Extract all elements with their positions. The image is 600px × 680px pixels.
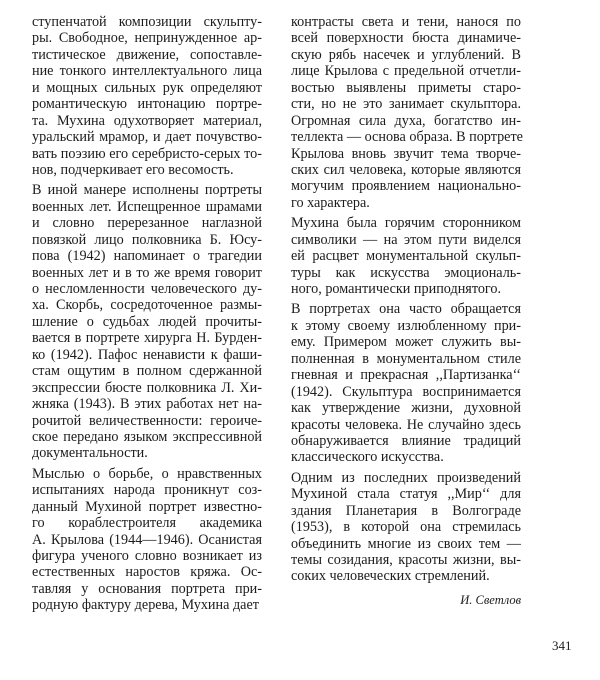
text-line: го характера. [291,194,370,211]
text-line: (1942). Скульптура воспринимается [291,383,521,400]
paragraph [32,14,262,178]
text-line: пова (1942) напоминает о трагедии [32,248,262,265]
text-line: как утверждение жизни, духовной [291,400,521,417]
text-line: объединить многие из своих тем — [291,535,521,552]
text-line: повязкой лицо полковника Б. Юсу- [32,231,262,248]
text-line: могучим проявлением национально- [291,178,521,195]
text-line: полненная в монументальном стиле [291,350,521,367]
text-line: стам ощутим в полном сдержанной [32,363,262,380]
text-line: скую рябь насечек и углублений. В [291,46,521,63]
paragraph [291,14,521,211]
text-line: та. Мухина одухотворяет материал, [32,112,262,129]
page-number: 341 [552,638,572,653]
right-column [291,14,521,589]
text-line: ское передано языком экспрессивной [32,428,262,445]
text-line: контрасты света и тени, нанося по [291,14,521,30]
text-line: рочитой величественности: героиче- [32,412,262,429]
text-line: ние тонкого интеллектуального лица [32,63,262,80]
text-line: Мухина была горячим сторонником [291,215,521,232]
text-line: о несломленности человеческого ду- [32,281,262,297]
text-line: к этому своему излюбленному при- [291,317,521,334]
text-line: го кораблестроителя академика [32,515,262,532]
text-line: классического искусства. [291,449,444,466]
text-line: (1953), в которой она стремилась [291,519,521,536]
paragraph [32,466,262,614]
text-line: ступенчатой композиции скульпту- [32,14,262,30]
text-line: тавляя у основания портрета при- [32,580,262,597]
paragraph [32,182,262,461]
text-line: жняка (1943). В этих работах нет на- [32,396,262,413]
text-line: гневная и прекрасная ,,Партизанка‘‘ [291,367,521,384]
paragraph [291,301,521,465]
text-line: вать поэзию его серебристо-серых то- [32,145,262,162]
author-signature: И. Светлов [460,593,521,607]
text-line: нов, подчеркивает его весомость. [32,161,234,178]
left-column [32,14,262,618]
paragraph [291,215,521,297]
text-line: ских сил человека, которые являются [291,161,521,178]
text-line: тистическое движение, сопоставле- [32,46,262,63]
text-line: данный Мухиной портрет известно- [32,498,262,515]
text-line: сти, но не это занимает скульптора. [291,96,521,113]
text-line: фигура ученого словно возникает из [32,548,262,564]
text-line: естественных наростов кряжа. Ос- [32,564,262,581]
text-line: уральский мрамор, и дает почувство- [32,129,262,146]
text-line: и словно перерезанное наглазной [32,215,262,232]
text-line: документальности. [32,445,148,462]
text-line: символики — на этом пути виделся [291,231,521,248]
text-line: Одним из последних произведений [291,469,521,486]
text-line: здания Планетария в Волгограде [291,502,521,519]
text-line: соких человеческих стремлений. [291,568,490,585]
text-line: военных лет и в то же время говорит [32,264,262,281]
text-line: ей расцвет монументальной скульп- [291,248,521,265]
text-line: Мухиной стала статуя ,,Мир‘‘ для [291,486,521,503]
text-line: шление о судьбах людей прочиты- [32,313,262,330]
text-line: и мощных сильных рук определяют [32,79,262,96]
text-line: экспрессии бюсте полковника Л. Хи- [32,379,262,396]
text-line: В портретах она часто обращается [291,301,521,318]
text-line: темы созидания, красоты жизни, вы- [291,552,521,568]
text-line: теллекта — основа образа. В портрете [291,129,523,146]
text-line: вается в портрете хирурга Н. Бурден- [32,330,262,347]
paragraph [291,470,521,585]
text-line: А. Крылова (1944—1946). Осанистая [32,531,262,548]
text-line: лице Крылова с предельной отчетли- [291,63,521,80]
text-line: ного, романтически приподнятого. [291,281,502,297]
text-line: В иной манере исполнены портреты [32,182,262,199]
text-line: всей поверхности бюста динамиче- [291,30,521,47]
text-line: Мыслью о борьбе, о нравственных [32,465,262,482]
text-line: ко (1942). Пафос ненависти к фаши- [32,346,262,363]
text-line: испытаниях народа проникнут соз- [32,482,262,499]
text-line: ему. Примером может служить вы- [291,334,521,351]
text-line: ха. Скорбь, сосредоточенное размы- [32,297,262,314]
text-line: красоты человека. Не случайно здесь [291,416,521,433]
text-line: романтическую интонацию портре- [32,96,262,113]
text-line: востью выявлены приметы старо- [291,79,521,96]
text-line: ры. Свободное, непринужденное ар- [32,30,262,47]
text-line: Огромная сила духа, богатство ин- [291,112,521,129]
text-line: военных лет. Испещренное шрамами [32,198,262,215]
text-line: Крылова вновь звучит тема творче- [291,145,521,162]
text-line: обнаруживается влияние традиций [291,432,521,449]
text-line: родную фактуру дерева, Мухина дает [32,597,259,614]
text-line: туры как искусства эмоциональ- [291,264,521,281]
